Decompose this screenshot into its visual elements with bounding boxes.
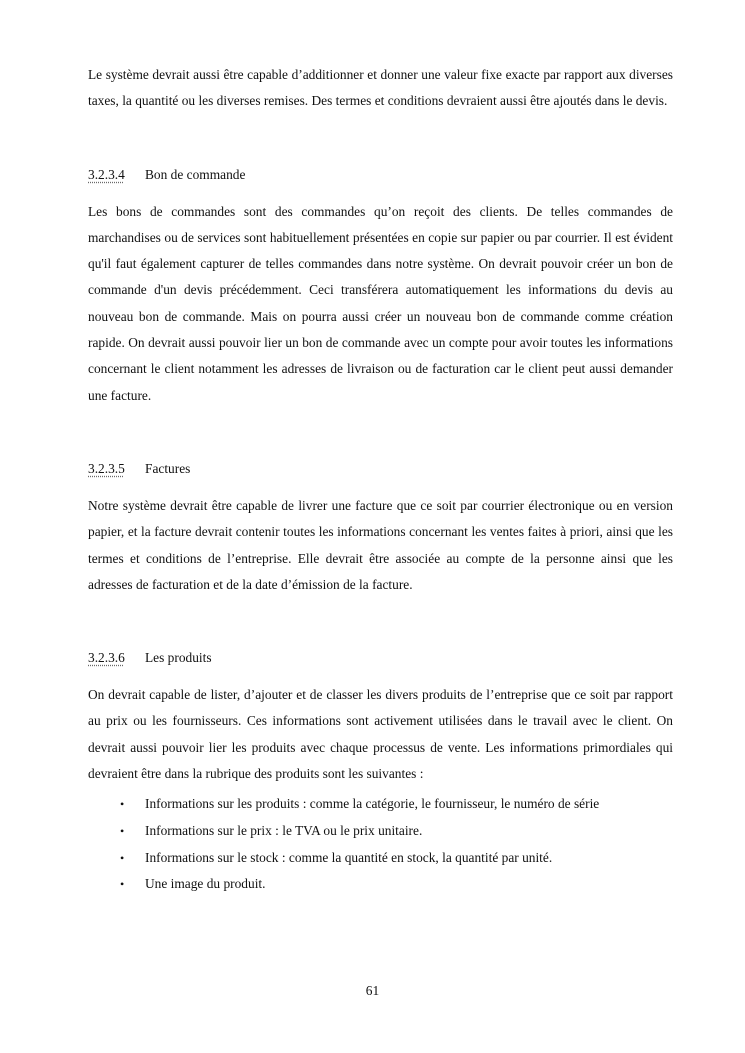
section-number[interactable]: 3.2.3.4 xyxy=(88,166,125,182)
list-item xyxy=(88,818,673,845)
section-title: Les produits xyxy=(145,650,212,666)
list-item xyxy=(88,845,673,872)
section-paragraph-factures: Notre système devrait être capable de livrer une facture que ce soit par courrier électronique ou en version papier, et la facture devrait contenir toutes les informations concernant les ventes faites à priori, ainsi que les termes et conditions de l’entreprise. Elle devrait être associée au compte de la personne ainsi que les adresses de facturation et de la date d’émission de la facture. xyxy=(88,497,673,592)
section-heading-les-produits xyxy=(88,645,673,671)
section-heading-bon-de-commande xyxy=(88,162,673,188)
product-info-list xyxy=(88,791,673,897)
section-heading-factures xyxy=(88,456,673,482)
bullet-icon: • xyxy=(120,877,125,892)
section-number[interactable]: 3.2.3.5 xyxy=(88,460,125,476)
list-item-text: Une image du produit. xyxy=(145,876,266,892)
section-paragraph-bon-de-commande: Les bons de commandes sont des commandes qu’on reçoit des clients. De telles commandes de marchandises ou de services sont habituellement présentées en copie sur papier ou par courrier. Il est évident qu'il faut également capturer de telles commandes dans notre système. On devrait pouvoir créer un bon de commande d'un devis précédemment. Ceci transférera automatiquement les informations du devis au nouveau bon de commande. Mais on pourra aussi créer un nouveau bon de commande comme création rapide. On devrait aussi pouvoir lier un bon de commande avec un compte pour avoir toutes les informations concernant le client notamment les adresses de livraison ou de facturation car le client peut aussi demander une facture. xyxy=(88,203,673,403)
page-number: 61 xyxy=(365,983,380,998)
section-paragraph-les-produits: On devrait capable de lister, d’ajouter et de classer les divers produits de l’entreprise que ce soit par rapport au prix ou les fournisseurs. Ces informations sont activement utilisées dans le travail avec le client. On devrait aussi pouvoir lier les produits avec chaque processus de vente. Les informations primordiales qui devraient être dans la rubrique des produits sont les suivantes : xyxy=(88,687,673,782)
section-number[interactable]: 3.2.3.6 xyxy=(88,650,125,666)
section-title: Bon de commande xyxy=(145,166,246,182)
list-item-text: Informations sur le prix : le TVA ou le prix unitaire. xyxy=(145,822,423,838)
document-page xyxy=(88,62,673,898)
bullet-icon: • xyxy=(120,850,125,865)
list-item xyxy=(88,791,673,818)
list-item xyxy=(88,871,673,898)
list-item-text: Informations sur les produits : comme la catégorie, le fournisseur, le numéro de série xyxy=(145,796,600,812)
list-item-text: Informations sur le stock : comme la quantité en stock, la quantité par unité. xyxy=(145,849,553,865)
bullet-icon: • xyxy=(120,797,125,812)
section-title: Factures xyxy=(145,460,191,476)
intro-paragraph: Le système devrait aussi être capable d’additionner et donner une valeur fixe exacte par rapport aux diverses taxes, la quantité ou les diverses remises. Des termes et conditions devraient aussi être ajoutés dans le devis. xyxy=(88,67,673,109)
bullet-icon: • xyxy=(120,823,125,838)
